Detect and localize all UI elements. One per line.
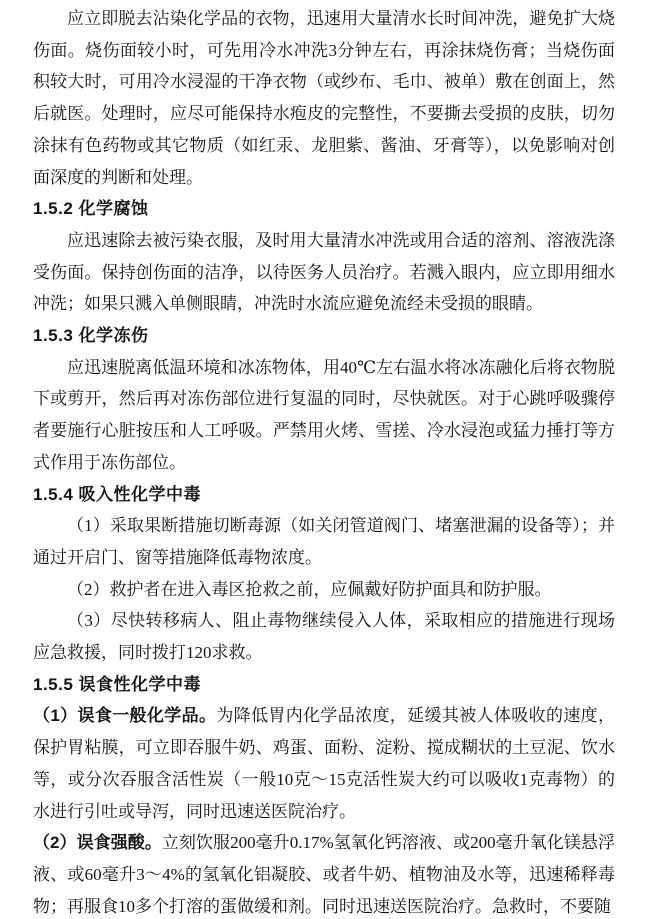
- paragraph-lead: （2）误食强酸。: [33, 833, 162, 853]
- document-content: [33, 3, 615, 919]
- paragraph: （2）救护者在进入毒区抢救之前，应佩戴好防护面具和防护服。: [67, 579, 552, 599]
- paragraph: （1）采取果断措施切断毒源（如关闭管道阀门、堵塞泄漏的设备等）；并通过开启门、窗等措施降低毒物浓度。: [33, 516, 615, 567]
- paragraph: 应立即脱去沾染化学品的衣物，迅速用大量清水长时间冲洗，避免扩大烧伤面。烧伤面较小时，可先用冷水冲洗3分钟左右，再涂抹烧伤膏；当烧伤面积较大时，可用冷水浸湿的干净衣物（或纱布、毛巾、被单）敷在创面上，然后就医。处理时，应尽可能保持水疱皮的完整性，不要撕去受损的皮肤，切勿涂抹有色药物或其它物质（如红汞、龙胆紫、酱油、牙膏等），以免影响对创面深度的判断和处理。: [33, 9, 615, 187]
- paragraph: （1）误食一般化学品。为降低胃内化学品浓度，延缓其被人体吸收的速度，保护胃粘膜，可立即吞服牛奶、鸡蛋、面粉、淀粉、搅成糊状的土豆泥、饮水等，或分次吞服含活性炭（一般10克～15克活性炭大约可以吸收1克毒物）的水进行引吐或导泻，同时迅速送医院治疗。: [33, 706, 615, 821]
- paragraph: （3）尽快转移病人、阻止毒物继续侵入人体，采取相应的措施进行现场应急救援，同时拨打120求救。: [33, 611, 615, 663]
- section-heading: 1.5.5 误食性化学中毒: [33, 674, 202, 694]
- paragraph: 应迅速脱离低温环境和冰冻物体，用40℃左右温水将冰冻融化后将衣物脱下或剪开，然后再对冻伤部位进行复温的同时，尽快就医。对于心跳呼吸骤停者要施行心脏按压和人工呼吸。严禁用火烤、雪搓、冷水浸泡或猛力捶打等方式作用于冻伤部位。: [33, 357, 615, 472]
- paragraph: （2）误食强酸。立刻饮服200毫升0.17%氢氧化钙溶液、或200毫升氧化镁悬浮液、或60毫升3～4%的氢氧化铝凝胶、或者牛奶、植物油及水等，迅速稀释毒物；再服食10多个打溶的蛋做缓和剂。同时迅速送医院治疗。急救时，不要随: [33, 833, 615, 916]
- paragraph-lead: （1）误食一般化学品。: [33, 706, 217, 726]
- section-heading: 1.5.4 吸入性化学中毒: [33, 484, 202, 504]
- section-heading: 1.5.2 化学腐蚀: [33, 199, 149, 219]
- paragraph: 应迅速除去被污染衣服，及时用大量清水冲洗或用合适的溶剂、溶液洗涤受伤面。保持创伤面的洁净，以待医务人员治疗。若溅入眼内，应立即用细水冲洗；如果只溅入单侧眼睛，冲洗时水流应避免流经未受损的眼睛。: [33, 230, 615, 314]
- section-heading: 1.5.3 化学冻伤: [33, 326, 149, 346]
